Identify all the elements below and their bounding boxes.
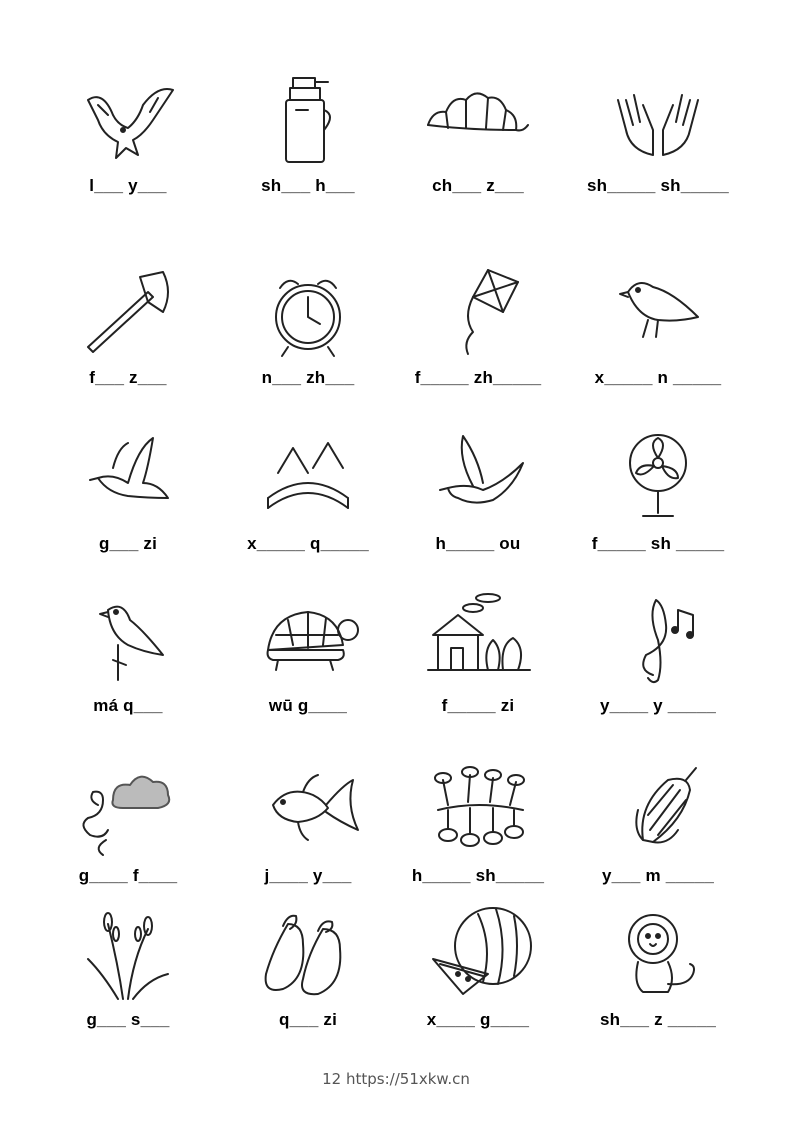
- worksheet-item: [388, 70, 568, 210]
- pinyin-label: x_____ n _____: [594, 368, 722, 387]
- goldfish-icon: [248, 760, 368, 860]
- footer-url[interactable]: https://51xkw.cn: [346, 1070, 470, 1088]
- worksheet-item: [388, 262, 568, 402]
- pinyin-label: wū g____: [268, 696, 348, 715]
- pinyin-label: g___ s___: [86, 1010, 170, 1029]
- pinyin-label: f___ z___: [89, 368, 167, 387]
- pinyin-label: f_____ zi: [441, 696, 515, 715]
- pinyin-label: y____ y _____: [599, 696, 717, 715]
- worksheet-item: [388, 428, 568, 568]
- worksheet-item: [568, 590, 748, 730]
- pinyin-label: h_____ sh_____: [411, 866, 545, 885]
- pinyin-label: g___ zi: [98, 534, 158, 553]
- thermos-icon: [248, 70, 368, 170]
- worksheet-item: [218, 904, 398, 1044]
- wind-cloud-icon: [68, 760, 188, 860]
- pinyin-label: f_____ sh _____: [591, 534, 725, 553]
- worksheet-item: [218, 760, 398, 900]
- pinyin-label: n___ zh___: [261, 368, 355, 387]
- bird-on-branch-icon: [68, 590, 188, 690]
- pinyin-label: má q___: [93, 696, 163, 715]
- dove-icon: [68, 428, 188, 528]
- pinyin-label: g____ f____: [78, 866, 178, 885]
- eagle-icon: [68, 70, 188, 170]
- alarm-clock-icon: [248, 262, 368, 362]
- music-note-icon: [598, 590, 718, 690]
- page-number: 12: [322, 1070, 342, 1088]
- worksheet-item: [218, 70, 398, 210]
- pinyin-label: h_____ ou: [435, 534, 521, 553]
- corn-icon: [598, 760, 718, 860]
- pinyin-label: x____ g____: [426, 1010, 530, 1029]
- seagull-icon: [418, 428, 538, 528]
- sparrow-icon: [598, 262, 718, 362]
- pinyin-label: sh_____ sh_____: [587, 176, 729, 195]
- caterpillar-icon: [418, 70, 538, 170]
- bridge-icon: [248, 428, 368, 528]
- worksheet-item: [568, 262, 748, 402]
- worksheet-item: [38, 904, 218, 1044]
- pinyin-label: f_____ zh_____: [414, 368, 542, 387]
- pinyin-label: j____ y___: [264, 866, 352, 885]
- worksheet-item: [38, 70, 218, 210]
- kite-icon: [418, 262, 538, 362]
- worksheet-item: [568, 70, 748, 210]
- pinyin-label: l___ y___: [89, 176, 167, 195]
- pinyin-label: sh___ h___: [261, 176, 355, 195]
- worksheet-item: [218, 428, 398, 568]
- pinyin-label: ch___ z___: [432, 176, 524, 195]
- hands-icon: [598, 70, 718, 170]
- page-footer: [0, 1070, 792, 1088]
- worksheet-item: [218, 262, 398, 402]
- worksheet-item: [38, 590, 218, 730]
- peanut-icon: [418, 760, 538, 860]
- worksheet-item: [568, 760, 748, 900]
- worksheet-item: [218, 590, 398, 730]
- worksheet-item: [38, 262, 218, 402]
- fan-icon: [598, 428, 718, 528]
- eggplant-icon: [248, 904, 368, 1004]
- watermelon-icon: [418, 904, 538, 1004]
- worksheet-item: [38, 760, 218, 900]
- worksheet-item: [568, 904, 748, 1044]
- worksheet-item: [388, 904, 568, 1044]
- worksheet-item: [388, 590, 568, 730]
- rice-icon: [68, 904, 188, 1004]
- pinyin-label: q___ zi: [278, 1010, 338, 1029]
- axe-icon: [68, 262, 188, 362]
- turtle-icon: [248, 590, 368, 690]
- lion-icon: [598, 904, 718, 1004]
- worksheet-item: [568, 428, 748, 568]
- house-icon: [418, 590, 538, 690]
- pinyin-label: y___ m _____: [601, 866, 715, 885]
- pinyin-label: sh___ z _____: [599, 1010, 717, 1029]
- pinyin-label: x_____ q_____: [247, 534, 369, 553]
- worksheet-item: [388, 760, 568, 900]
- worksheet-item: [38, 428, 218, 568]
